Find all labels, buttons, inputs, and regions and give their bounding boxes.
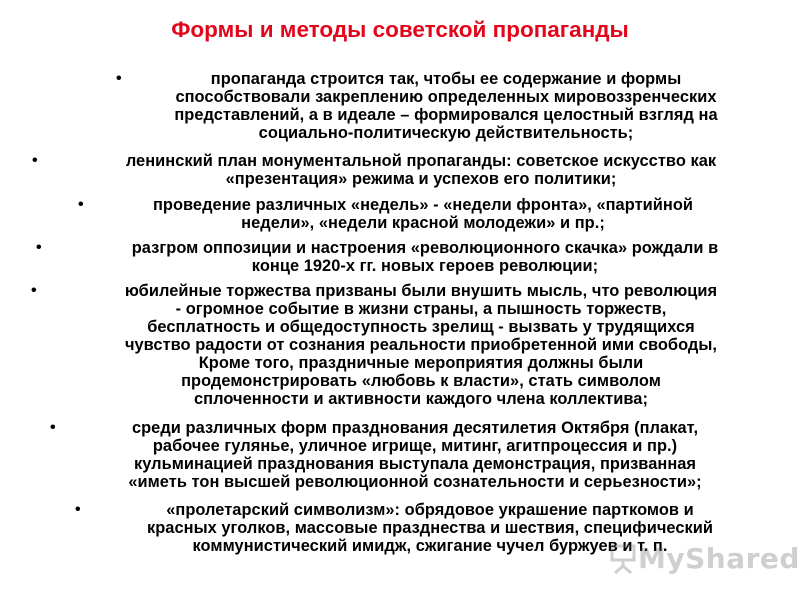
watermark-text: MyShared [638, 542, 800, 575]
bullet-text-line: красных уголков, массовые празднества и шествия, специфический [146, 519, 714, 537]
bullet-text-line: представлений, а в идеале – формировался целостный взгляд на [174, 106, 718, 124]
bullet-marker: • [78, 196, 84, 213]
bullet-text-line: чувство радости от сознания реальности приобретенной ими свободы, [124, 336, 718, 354]
bullet-text-line: разгром оппозиции и настроения «революционного скачка» рождали в [131, 239, 719, 257]
bullet-text-line: Кроме того, праздничные мероприятия должны были [198, 354, 644, 372]
bullet-text-line: продемонстрировать «любовь к власти», стать символом [181, 372, 661, 390]
slide-title: Формы и методы советской пропаганды [171, 17, 629, 42]
bullet-text-line: проведение различных «недель» - «недели фронта», «партийной [152, 196, 694, 214]
bullet-text-line: - огромное событие в жизни страны, а пышность торжеств, [175, 300, 667, 318]
presentation-board-icon [610, 544, 636, 574]
watermark-logo [610, 542, 800, 576]
bullet-text-line: социально-политическую действительность; [258, 124, 634, 142]
bullet-text-line: кульминацией празднования выступала демонстрация, призванная [133, 455, 697, 473]
bullet-text-line: сплоченности и активности каждого члена коллектива; [194, 390, 648, 408]
bullet-text-line: среди различных форм празднования десятилетия Октября (плакат, [131, 419, 699, 437]
bullet-marker: • [32, 152, 38, 169]
bullet-text-line: недели», «недели красной молодежи» и пр.; [241, 214, 605, 232]
bullet-text-line: бесплатность и общедоступность зрелищ - вызвать у трудящихся [147, 318, 695, 336]
bullet-text-line: рабочее гулянье, уличное игрище, митинг, агитпроцессия и пр.) [152, 437, 678, 455]
bullet-text-line: «иметь тон высшей революционной сознательности и серьезности»; [128, 473, 702, 491]
bullet-text-line: «пролетарский символизм»: обрядовое украшение парткомов и [166, 501, 694, 519]
bullet-marker: • [36, 239, 42, 256]
bullet-marker: • [31, 282, 37, 299]
bullet-marker: • [116, 70, 122, 87]
bullet-text-line: юбилейные торжества призваны были внушить мысль, что революция [124, 282, 718, 300]
bullet-text-line: пропаганда строится так, чтобы ее содержание и формы [210, 70, 682, 88]
bullet-text-line: способствовали закреплению определенных мировоззренческих [175, 88, 717, 106]
bullet-text-line: ленинский план монументальной пропаганды: советское искусство как [125, 152, 717, 170]
bullet-marker: • [50, 419, 56, 436]
bullet-text-line: конце 1920-х гг. новых героев революции; [251, 257, 599, 275]
bullet-marker: • [75, 501, 81, 518]
bullet-text-line: «презентация» режима и успехов его политики; [225, 170, 617, 188]
bullet-text-line: коммунистический имидж, сжигание чучел буржуев и т. п. [192, 537, 668, 555]
